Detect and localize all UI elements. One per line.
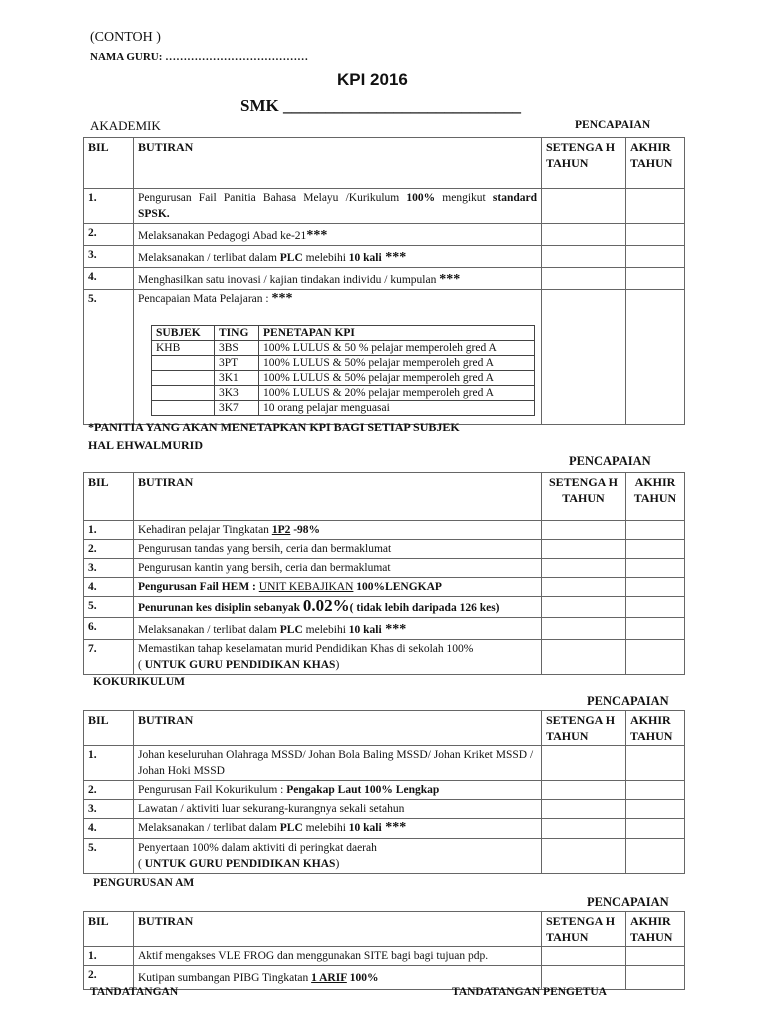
text-segment: 10 kali [348, 252, 382, 264]
text-segment: Melaksanakan / terlibat dalam [138, 252, 280, 264]
setengah-tahun-cell[interactable] [542, 521, 626, 540]
contoh-label: (CONTOH ) [90, 30, 161, 45]
text-segment: Johan keseluruhan Olahraga MSSD/ Johan Bola Baling MSSD/ Johan Kriket MSSD / Johan Hoki MSSD [138, 749, 534, 777]
table-header-row [84, 711, 685, 746]
text-segment: 100% [346, 972, 379, 984]
subtable-cell: 3PT [215, 356, 259, 371]
subtable-header: TING [215, 326, 259, 341]
table-row [84, 268, 685, 290]
table-row [84, 224, 685, 246]
section-title-akademik: AKADEMIK [90, 118, 161, 133]
bil-header: BIL [84, 473, 134, 521]
text-segment: Pengurusan tandas yang bersih, ceria dan bermaklumat [138, 543, 392, 555]
row-description [134, 819, 542, 839]
text-segment: Pengurusan Fail Kokurikulum : [138, 784, 287, 796]
pencapaian-label: PENCAPAIAN [587, 694, 669, 708]
bil-header: BIL [84, 138, 134, 189]
table-row [84, 746, 685, 781]
row-number: 2. [84, 224, 134, 246]
table-row [84, 578, 685, 597]
hem-table [83, 472, 685, 675]
akhir-tahun-cell[interactable] [626, 224, 685, 246]
subject-kpi-table [151, 325, 535, 416]
text-segment: Pengurusan Fail Panitia Bahasa Melayu /Kurikulum [138, 192, 407, 204]
text-segment: UNTUK GURU PENDIDIKAN KHAS [144, 858, 336, 870]
table-row [84, 290, 685, 425]
akhir-tahun-cell[interactable] [626, 746, 685, 781]
row-number: 5. [84, 290, 134, 425]
text-segment: ( tidak lebih daripada 126 kes) [349, 602, 500, 614]
row-description [134, 246, 542, 268]
subtable-cell: KHB [152, 341, 215, 356]
row-number: 2. [84, 540, 134, 559]
row-description [134, 947, 542, 966]
setengah-tahun-cell[interactable] [542, 640, 626, 675]
subtable-row [152, 386, 535, 401]
table-row [84, 781, 685, 800]
akhir-tahun-cell[interactable] [626, 618, 685, 640]
subtable-cell: 3K1 [215, 371, 259, 386]
butiran-header: BUTIRAN [134, 711, 542, 746]
subtable-header: PENETAPAN KPI [259, 326, 535, 341]
text-segment: Pengakap Laut 100% Lengkap [286, 784, 440, 796]
section-title-hem: HAL EHWALMURID [88, 438, 204, 452]
row-number: 4. [84, 268, 134, 290]
setengah-tahun-cell[interactable] [542, 947, 626, 966]
akademik-table [83, 137, 685, 425]
pencapaian-label: PENCAPAIAN [575, 119, 651, 131]
table-row [84, 618, 685, 640]
butiran-header: BUTIRAN [134, 473, 542, 521]
table-row [84, 597, 685, 618]
text-segment: melebihi [302, 252, 349, 264]
akhir-tahun-cell[interactable] [626, 559, 685, 578]
row-description [134, 781, 542, 800]
text-segment: Lawatan / aktiviti luar sekurang-kurangnya sekali setahun [138, 803, 405, 815]
principal-signature-label: TANDATANGAN PENGETUA [452, 986, 607, 998]
akhir-tahun-cell[interactable] [626, 819, 685, 839]
setengah-tahun-cell[interactable] [542, 800, 626, 819]
akhir-tahun-cell[interactable] [626, 290, 685, 425]
setengah-tahun-cell[interactable] [542, 781, 626, 800]
table-row [84, 246, 685, 268]
text-segment: UNIT KEBAJIKAN [258, 581, 354, 593]
text-segment: *** [306, 228, 328, 243]
akhir-tahun-cell[interactable] [626, 578, 685, 597]
row-number: 3. [84, 246, 134, 268]
row-description [134, 746, 542, 781]
akhir-tahun-cell[interactable] [626, 947, 685, 966]
setengah-tahun-cell[interactable] [542, 246, 626, 268]
row-description [134, 559, 542, 578]
nama-guru-field: NAMA GURU: ………………………………… [90, 51, 309, 63]
row-number: 4. [84, 578, 134, 597]
row-description [134, 189, 542, 224]
text-segment: melebihi [302, 822, 349, 834]
bil-header: BIL [84, 912, 134, 947]
setengah-tahun-header: SETENGA H TAHUN [542, 473, 626, 521]
setengah-tahun-cell[interactable] [542, 268, 626, 290]
pencapaian-label: PENCAPAIAN [569, 454, 651, 468]
text-segment: *** [381, 820, 407, 835]
akhir-tahun-header: AKHIR TAHUN [626, 711, 685, 746]
setengah-tahun-cell[interactable] [542, 839, 626, 874]
setengah-tahun-cell[interactable] [542, 290, 626, 425]
akhir-tahun-cell[interactable] [626, 800, 685, 819]
section-title-pengurusan-am: PENGURUSAN AM [93, 877, 195, 889]
text-segment: 1P2 [271, 524, 291, 536]
setengah-tahun-header: SETENGA H TAHUN [542, 138, 626, 189]
akhir-tahun-cell[interactable] [626, 597, 685, 618]
row-number: 1. [84, 746, 134, 781]
subtable-cell [152, 356, 215, 371]
setengah-tahun-cell[interactable] [542, 224, 626, 246]
akhir-tahun-cell[interactable] [626, 268, 685, 290]
setengah-tahun-cell[interactable] [542, 618, 626, 640]
subtable-cell: 3K3 [215, 386, 259, 401]
text-segment: PLC [279, 822, 303, 834]
setengah-tahun-cell[interactable] [542, 746, 626, 781]
akhir-tahun-cell[interactable] [626, 966, 685, 990]
row-number: 3. [84, 800, 134, 819]
text-segment: Melaksanakan / terlibat dalam [138, 822, 280, 834]
subtable-cell: 100% LULUS & 50% pelajar memperoleh gred A [259, 356, 535, 371]
text-segment: melebihi [302, 624, 349, 636]
text-segment: ) [335, 659, 340, 671]
text-segment: Kehadiran pelajar Tingkatan [138, 524, 272, 536]
row-description [134, 578, 542, 597]
text-segment: Menghasilkan satu inovasi / kajian tindakan individu / kumpulan [138, 274, 440, 286]
row-number: 5. [84, 839, 134, 874]
text-segment: PLC [279, 252, 303, 264]
row-description [134, 290, 542, 425]
text-segment: 10 kali [348, 624, 382, 636]
subtable-cell: 3BS [215, 341, 259, 356]
row-description [134, 224, 542, 246]
text-segment: Penurunan kes disiplin sebanyak [138, 602, 303, 614]
subtable-cell [152, 401, 215, 416]
text-segment: 100%LENGKAP [353, 581, 442, 593]
subtable-cell [152, 386, 215, 401]
akhir-tahun-cell[interactable] [626, 781, 685, 800]
subtable-row [152, 401, 535, 416]
akhir-tahun-header: AKHIR TAHUN [626, 912, 685, 947]
koku-table [83, 710, 685, 874]
signature-label: TANDATANGAN [90, 986, 179, 998]
text-segment: ) [335, 858, 340, 870]
text-segment: Pencapaian Mata Pelajaran : [138, 293, 272, 305]
subtable-header: SUBJEK [152, 326, 215, 341]
table-row [84, 800, 685, 819]
subtable-cell: 3K7 [215, 401, 259, 416]
akhir-tahun-cell[interactable] [626, 839, 685, 874]
text-segment: Memastikan tahap keselamatan murid Pendidikan Khas di sekolah 100% [138, 643, 474, 655]
section-title-kokurikulum: KOKURIKULUM [93, 676, 185, 688]
text-segment: ( [138, 659, 145, 671]
text-segment: Penyertaan 100% dalam aktiviti di peringkat daerah [138, 842, 377, 854]
table-header-row [84, 473, 685, 521]
text-segment: Pengurusan kantin yang bersih, ceria dan bermaklumat [138, 562, 391, 574]
akhir-tahun-cell[interactable] [626, 189, 685, 224]
table-row [84, 521, 685, 540]
text-segment: mengikut [435, 192, 493, 204]
row-number: 1. [84, 521, 134, 540]
row-description [134, 597, 542, 618]
row-number: 5. [84, 597, 134, 618]
text-segment: ( [138, 858, 145, 870]
akhir-tahun-cell[interactable] [626, 640, 685, 675]
row-number: 1. [84, 947, 134, 966]
text-segment: *** [381, 622, 407, 637]
butiran-header: BUTIRAN [134, 912, 542, 947]
subtable-row [152, 341, 535, 356]
row-number: 1. [84, 189, 134, 224]
setengah-tahun-header: SETENGA H TAHUN [542, 912, 626, 947]
row-number: 4. [84, 819, 134, 839]
am-table [83, 911, 685, 990]
text-segment: Pengurusan Fail HEM : [138, 581, 259, 593]
row-description [134, 268, 542, 290]
text-segment: *** [271, 291, 293, 306]
school-name-field: SMK ____________________________ [240, 96, 521, 115]
subtable-row [152, 371, 535, 386]
text-segment: 1 ARIF [311, 972, 347, 984]
row-number: 2. [84, 966, 134, 990]
row-number: 7. [84, 640, 134, 675]
row-description [134, 839, 542, 874]
akhir-tahun-cell[interactable] [626, 246, 685, 268]
table-header-row [84, 912, 685, 947]
row-number: 6. [84, 618, 134, 640]
text-segment: Melaksanakan / terlibat dalam [138, 624, 280, 636]
subtable-cell: 10 orang pelajar menguasai [259, 401, 535, 416]
akhir-tahun-cell[interactable] [626, 540, 685, 559]
table-row [84, 189, 685, 224]
text-segment: Aktif mengakses VLE FROG dan menggunakan SITE bagi bagi tujuan pdp. [138, 950, 489, 962]
setengah-tahun-header: SETENGA H TAHUN [542, 711, 626, 746]
table-header-row [84, 138, 685, 189]
text-segment: Melaksanakan Pedagogi Abad ke-21 [138, 230, 307, 242]
text-segment: 0.02% [302, 596, 350, 615]
subtable-cell [152, 371, 215, 386]
text-segment: *** [381, 250, 407, 265]
table-row [84, 839, 685, 874]
setengah-tahun-cell[interactable] [542, 189, 626, 224]
table-row [84, 540, 685, 559]
akhir-tahun-header: AKHIR TAHUN [626, 473, 685, 521]
text-segment: PLC [279, 624, 303, 636]
row-number: 2. [84, 781, 134, 800]
setengah-tahun-cell[interactable] [542, 819, 626, 839]
subtable-row [152, 356, 535, 371]
text-segment: 10 kali [348, 822, 382, 834]
panitia-note: *PANITIA YANG AKAN MENETAPKAN KPI BAGI SETIAP SUBJEK [88, 420, 460, 434]
table-row [84, 947, 685, 966]
text-segment: -98% [290, 524, 321, 536]
text-segment: Kutipan sumbangan PIBG Tingkatan [138, 972, 312, 984]
text-segment: *** [439, 272, 461, 287]
butiran-header: BUTIRAN [134, 138, 542, 189]
pencapaian-label: PENCAPAIAN [587, 895, 669, 909]
setengah-tahun-cell[interactable] [542, 578, 626, 597]
setengah-tahun-cell[interactable] [542, 540, 626, 559]
table-row [84, 559, 685, 578]
table-row [84, 640, 685, 675]
row-description [134, 800, 542, 819]
text-segment: UNTUK GURU PENDIDIKAN KHAS [144, 659, 336, 671]
text-segment: 100% [406, 192, 436, 204]
akhir-tahun-header: AKHIR TAHUN [626, 138, 685, 189]
row-description [134, 618, 542, 640]
subtable-cell: 100% LULUS & 50 % pelajar memperoleh gred A [259, 341, 535, 356]
setengah-tahun-cell[interactable] [542, 559, 626, 578]
text-segment: standard SPSK. [138, 192, 537, 220]
setengah-tahun-cell[interactable] [542, 597, 626, 618]
bil-header: BIL [84, 711, 134, 746]
subtable-cell: 100% LULUS & 50% pelajar memperoleh gred A [259, 371, 535, 386]
row-description [134, 540, 542, 559]
row-description [134, 521, 542, 540]
akhir-tahun-cell[interactable] [626, 521, 685, 540]
row-number: 3. [84, 559, 134, 578]
subtable-cell: 100% LULUS & 20% pelajar memperoleh gred A [259, 386, 535, 401]
row-description [134, 640, 542, 675]
page-title: KPI 2016 [337, 70, 408, 89]
table-row [84, 819, 685, 839]
